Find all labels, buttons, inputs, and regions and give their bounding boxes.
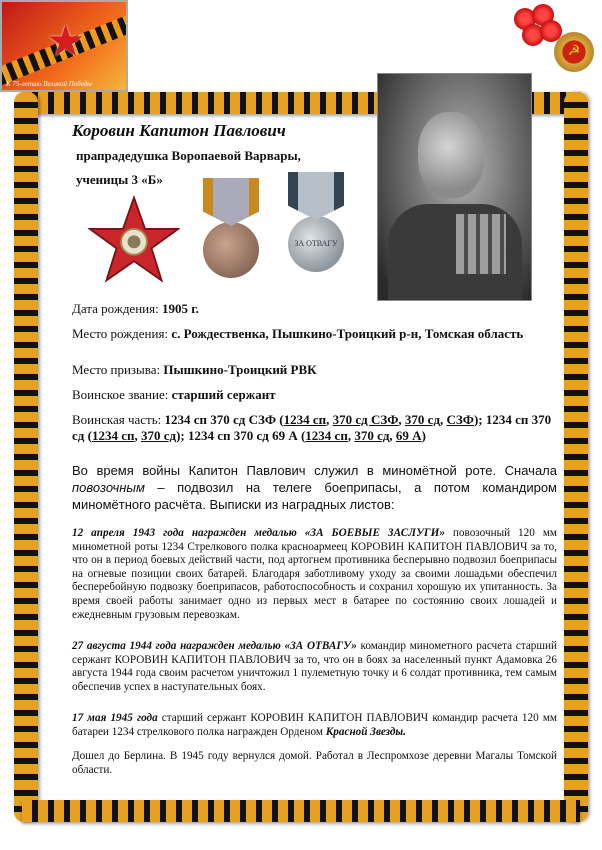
unit-link[interactable]: 1234 сп [91,428,135,443]
medal-inscription: ЗА ОТВАГУ [288,216,344,272]
unit-link[interactable]: 370 сд [404,412,441,427]
unit-link[interactable]: 69 А [395,428,422,443]
draft-office: Место призыва: Пышкино-Троицкий РВК [72,362,317,377]
ribbon-frame-left [14,92,38,822]
award-1: 12 апреля 1943 года награжден медалью «ЗА БОЕВЫЕ ЗАСЛУГИ» повозочный 120 мм минометной роты 1234 Стрелкового полка красноармеец КОРОВИН КАПИТОН ПАВЛОВИЧ за то, что он в период боевых действий части, под артогнем противника бесперывно подвозил боеприпасы на огневые позиции своих батарей. Благодаря заботливому уходу за своими лошадьми обеспечил бесперебойную подвозку боеприпасов, работоспособность и сохранил хорошую их упитанность. За время своей работы занимает одно из первых мест в батарее по состоянию своих лошадей и ежедневным грузовым перевозкам. [72,527,557,621]
unit-link[interactable]: 370 сд СЗФ [332,412,399,427]
unit-link[interactable]: 1234 сп [283,412,327,427]
ending-paragraph: Дошел до Берлина. В 1945 году вернулся домой. Работал в Леспромхозе деревни Магалы Томской области. [72,750,557,776]
unit-link[interactable]: 370 сд [140,428,177,443]
carnations-decoration [510,4,598,84]
relation-line-1: прапрадедушка Воропаевой Варвары, [76,148,301,163]
unit-link[interactable]: СЗФ [446,412,474,427]
valor-medal-icon [284,172,348,272]
ribbon-frame-right [564,92,588,822]
relation-line-2: ученицы 3 «Б» [76,172,163,187]
birth-place: Место рождения: с. Рождественка, Пышкино-Троицкий р-н, Томская область [72,326,524,341]
order-icon: ☭ [554,32,594,72]
portrait-photo [377,73,532,301]
birth-date: Дата рождения: 1905 г. [72,301,199,316]
victory-banner [0,0,128,92]
star-icon: ★ [46,17,86,66]
banner-caption: К 75-летию Великой Победы [6,80,92,88]
red-star-order-icon [88,194,180,286]
intro-paragraph: Во время войны Капитон Павлович служил в миномётной роте. Сначала повозочным – подвозил на телеге боеприпасы, а потом командиром миномётного расчёта. Выписки из наградных листов: [72,463,557,512]
unit-link[interactable]: 370 сд [354,428,390,443]
award-3: 17 мая 1945 года старший сержант КОРОВИН КАПИТОН ПАВЛОВИЧ командир расчета 120 мм батареи 1234 стрелкового полка награжден Орденом Красной Звезды. [72,712,557,738]
ribbon-frame-bottom [22,800,580,822]
military-rank: Воинское звание: старший сержант [72,387,276,402]
military-unit: Воинская часть: 1234 сп 370 сд СЗФ (1234 сп, 370 сд СЗФ, 370 сд, СЗФ); 1234 сп 370 сд (1234 сп, 370 сд); 1234 сп 370 сд 69 А (1234 сп, 370 сд, 69 А) [72,412,552,443]
page-title: Коровин Капитон Павлович [72,121,286,140]
unit-link[interactable]: 1234 сп [305,428,348,443]
award-2: 27 августа 1944 года награжден медалью «ЗА ОТВАГУ» командир минометного расчета старший сержант КОРОВИН КАПИТОН ПАВЛОВИЧ за то, что он в боях за населенный пункт Адамовка 26 августа 1944 года своим расчетом уничтожил 1 пулеметную точку и 6 солдат противника, тем самым обеспечив успех в наступательных боях. [72,640,557,693]
combat-merit-medal-icon [199,178,263,278]
